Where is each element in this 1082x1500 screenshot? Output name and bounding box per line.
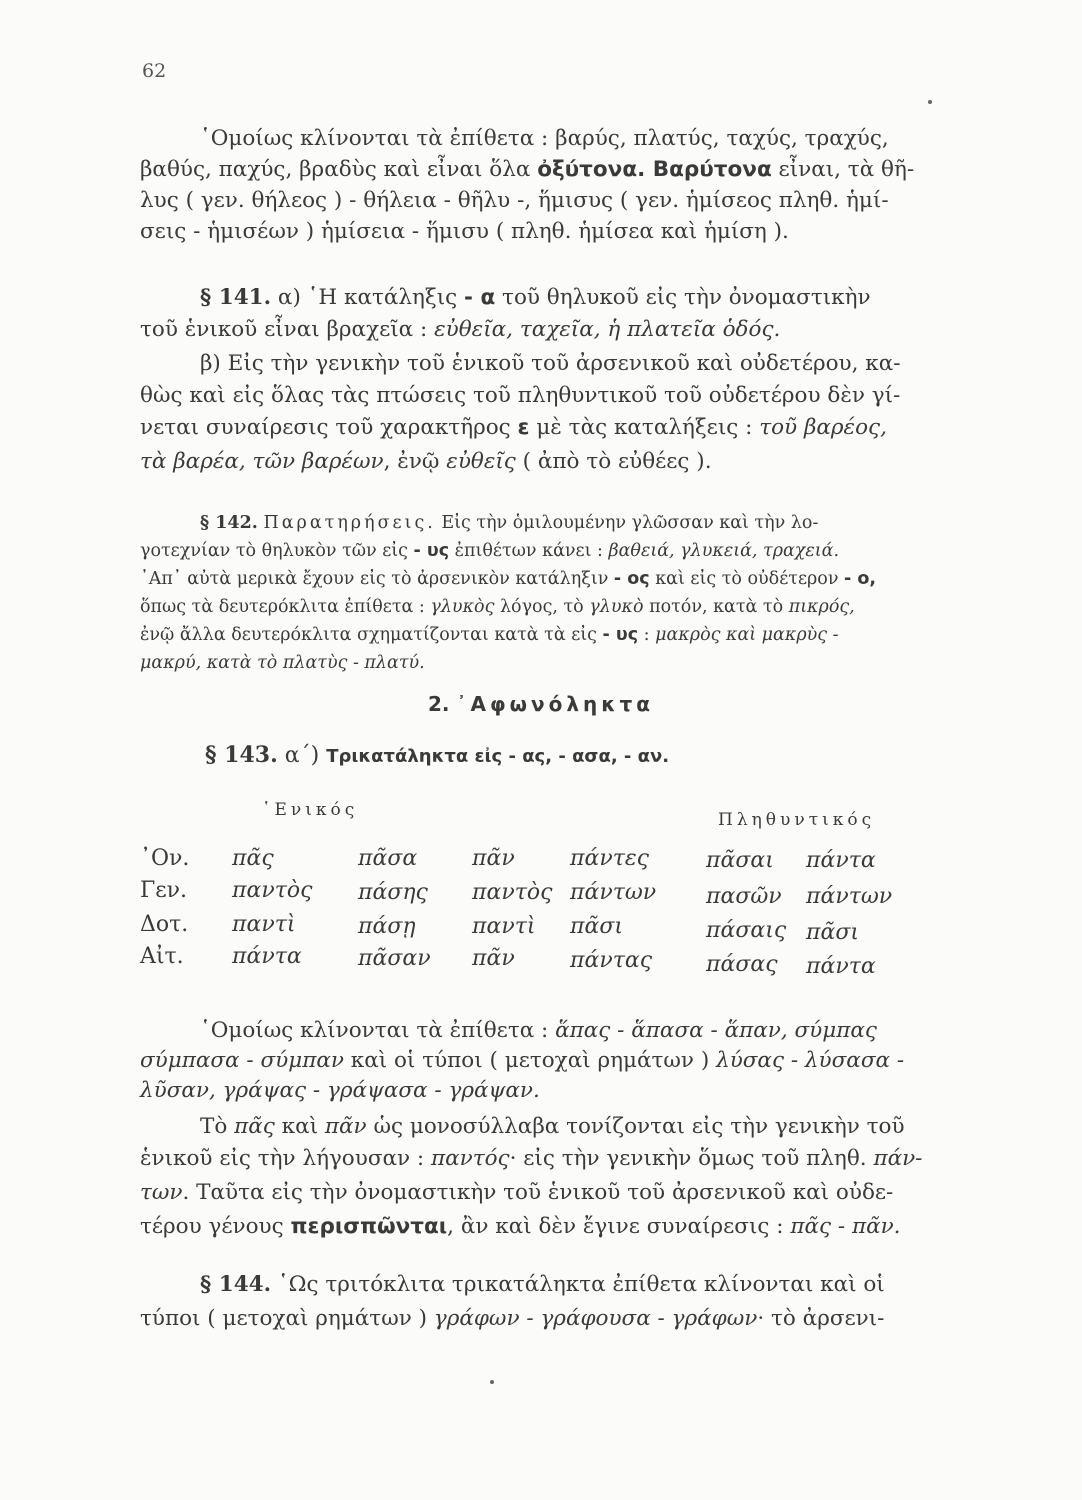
section-143-heading: § 143. α΄) Τρικατάληκτα εἰς - ας, - ασα, - αν.: [205, 742, 670, 768]
para3-line3: των. Ταῦτα εἰς τὴν ὀνομαστικὴν τοῦ ἑνικοῦ τοῦ ἀρσενικοῦ καὶ οὐδε-: [140, 1180, 894, 1205]
bold-term: ὀξύτονα. Βαρύτονα: [537, 157, 772, 182]
table-cell: πάντα: [232, 944, 302, 969]
print-speck: [928, 100, 932, 104]
section-141-line6: τὰ βαρέα, τῶν βαρέων, ἐνῷ εὐθεῖς ( ἀπὸ τὸ εὐθέες ).: [140, 449, 712, 474]
section-number: § 141.: [200, 285, 272, 310]
table-cell: πᾶσαι: [706, 848, 774, 873]
para1-line2: βαθύς, παχύς, βραδὺς καὶ εἶναι ὅλα ὀξύτονα. Βαρύτονα εἶναι, τὰ θῆ-: [140, 157, 915, 182]
section-144-line1: § 144. ῾Ως τριτόκλιτα τρικατάληκτα ἐπίθετα κλίνονται καὶ οἱ: [200, 1272, 885, 1297]
table-cell: πᾶς: [232, 846, 274, 871]
table-cell: πάντων: [570, 880, 657, 905]
para2-line1: ῾Ομοίως κλίνονται τὰ ἐπίθετα : ἅπας - ἅπασα - ἅπαν, σύμπας: [200, 1018, 877, 1043]
table-cell: πάντα: [806, 848, 876, 873]
table-cell: παντὸς: [472, 880, 553, 905]
case-label: ᾿Ον.: [140, 846, 190, 871]
page-number: 62: [142, 60, 167, 82]
para2-line3: λῦσαν, γράψας - γράψασα - γράψαν.: [140, 1078, 540, 1103]
table-cell: πάντα: [806, 954, 876, 979]
section-number: § 144.: [200, 1272, 272, 1297]
section-142-line6: μακρύ, κατὰ τὸ πλατὺς - πλατύ.: [140, 653, 425, 673]
section-141-line1: § 141. α) ῾Η κατάληξις - α τοῦ θηλυκοῦ εἰς τὴν ὀνομαστικὴν: [200, 285, 871, 310]
table-cell: πάσης: [358, 880, 428, 905]
table-cell: πάσας: [706, 952, 778, 977]
section-141-line5: νεται συναίρεσις τοῦ χαρακτῆρος ε μὲ τὰς καταλήξεις : τοῦ βαρέος,: [140, 415, 887, 440]
table-cell: πᾶσαν: [358, 946, 431, 971]
section-141-line3: β) Εἰς τὴν γενικὴν τοῦ ἑνικοῦ τοῦ ἀρσενικοῦ καὶ οὐδετέρου, κα-: [200, 351, 901, 376]
section-142-line1: § 142. Παρατηρήσεις. Εἰς τὴν ὁμιλουμένην γλῶσσαν καὶ τὴν λο-: [200, 513, 819, 533]
section-number: § 143.: [205, 742, 278, 768]
section-142-line5: ἐνῷ ἄλλα δευτερόκλιτα σχηματίζονται κατὰ τὰ εἰς - υς : μακρὸς καὶ μακρὺς -: [140, 625, 839, 645]
case-label: Αἰτ.: [140, 944, 184, 969]
table-cell: πάντων: [806, 884, 893, 909]
table-cell: παντὶ: [232, 912, 296, 937]
section-142-line2: γοτεχνίαν τὸ θηλυκὸν τῶν εἰς - υς ἐπιθέτων κάνει : βαθειά, γλυκειά, τραχειά.: [140, 541, 840, 561]
table-cell: πασῶν: [706, 884, 782, 909]
para3-line2: ἑνικοῦ εἰς τὴν λήγουσαν : παντός· εἰς τὴν γενικὴν ὅμως τοῦ πληθ. πάν-: [140, 1146, 923, 1171]
table-cell: παντὶ: [472, 914, 536, 939]
table-cell: πᾶσα: [358, 846, 418, 871]
case-label: Γεν.: [140, 878, 188, 903]
plural-header: Πληθυντικός: [718, 810, 876, 830]
table-cell: παντὸς: [232, 878, 313, 903]
table-cell: πάσῃ: [358, 914, 416, 939]
section-141-line4: θὼς καὶ εἰς ὅλας τὰς πτώσεις τοῦ πληθυντικοῦ τοῦ οὐδετέρου δὲν γί-: [140, 383, 901, 408]
para3-line4: τέρου γένους περισπῶνται, ἂν καὶ δὲν ἔγινε συναίρεσις : πᾶς - πᾶν.: [140, 1214, 901, 1239]
section-141-line2: τοῦ ἑνικοῦ εἶναι βραχεῖα : εὐθεῖα, ταχεῖα, ἡ πλατεῖα ὁδός.: [140, 317, 781, 342]
case-label: Δοτ.: [140, 912, 189, 937]
table-cell: πᾶσι: [570, 914, 623, 939]
section-144-line2: τύποι ( μετοχαὶ ρημάτων ) γράφων - γράφουσα - γράφων· τὸ ἀρσενι-: [140, 1306, 885, 1331]
table-cell: πάντες: [570, 846, 649, 871]
para2-line2: σύμπασα - σύμπαν καὶ οἱ τύποι ( μετοχαὶ ρημάτων ) λύσας - λύσασα -: [140, 1048, 905, 1073]
para1-line3: λυς ( γεν. θήλεος ) - θήλεια - θῆλυ -, ἥμισυς ( γεν. ἡμίσεος πληθ. ἡμί-: [140, 188, 889, 213]
print-speck: [490, 1380, 494, 1384]
singular-header: ῾Ενικός: [262, 800, 359, 820]
section-number: § 142.: [200, 513, 258, 533]
section-142-line3: ᾿Απ᾿ αὐτὰ μερικὰ ἔχουν εἰς τὸ ἀρσενικὸν κατάληξιν - ος καὶ εἰς τὸ οὐδέτερον - ο,: [140, 569, 877, 589]
para1-line4: σεις - ἡμισέων ) ἡμίσεια - ἥμισυ ( πληθ. ἡμίσεα καὶ ἡμίση ).: [140, 219, 789, 244]
chapter-heading: 2. ᾿Αφωνόληκτα: [428, 692, 654, 716]
table-cell: πάντας: [570, 948, 653, 973]
table-cell: πάσαις: [706, 918, 787, 943]
para1-line1: ῾Ομοίως κλίνονται τὰ ἐπίθετα : βαρύς, πλατύς, ταχύς, τραχύς,: [200, 126, 889, 151]
section-142-line4: ὅπως τὰ δευτερόκλιτα ἐπίθετα : γλυκὸς λόγος, τὸ γλυκὸ ποτόν, κατὰ τὸ πικρός,: [140, 597, 855, 617]
table-cell: πᾶν: [472, 846, 515, 871]
table-cell: πᾶν: [472, 946, 515, 971]
para3-line1: Τὸ πᾶς καὶ πᾶν ὡς μονοσύλλαβα τονίζονται εἰς τὴν γενικὴν τοῦ: [200, 1114, 905, 1139]
table-cell: πᾶσι: [806, 920, 859, 945]
